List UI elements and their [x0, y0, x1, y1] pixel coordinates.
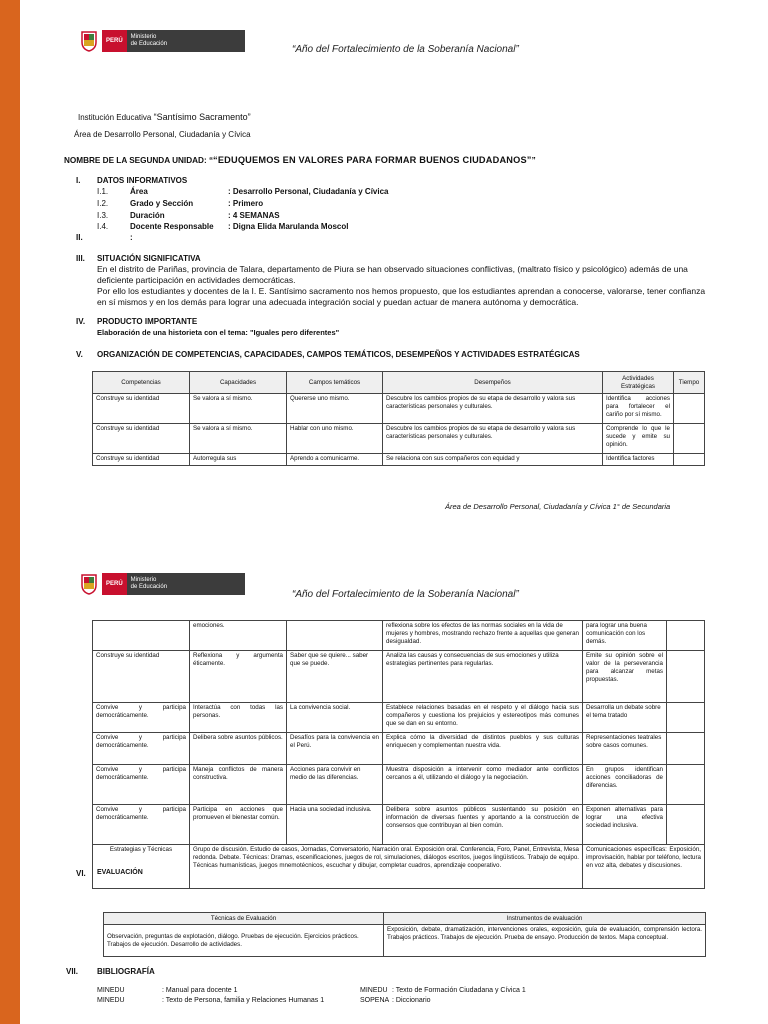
header-actividades: Actividades Estratégicas: [603, 372, 674, 394]
cell: [667, 733, 705, 765]
cell: Participa en acciones que promueven el bienestar común.: [190, 805, 287, 845]
header-desempenos: Desempeños: [383, 372, 603, 394]
cell: emociones.: [190, 621, 287, 651]
sec1-row-num: I.2.: [97, 199, 109, 208]
unit-title-tail: ”: [531, 156, 536, 165]
header-tiempo: Tiempo: [674, 372, 705, 394]
evaluation-techniques: Observación, preguntas de explotación, diálogo. Pruebas de ejecución. Ejercicios prácticos. Trabajos de ejecución. Desarrollo de actividades.: [104, 925, 384, 957]
cell: Comprende lo que le sucede y emite su opinión.: [603, 424, 674, 454]
table-row: [93, 621, 705, 651]
cell: Convive y participa democráticamente.: [93, 733, 190, 765]
sec6-num: VI.: [76, 869, 86, 878]
motto: “Año del Fortalecimiento de la Soberanía Nacional”: [292, 44, 519, 55]
cell: Delibera sobre asuntos públicos.: [190, 733, 287, 765]
cell: Explica cómo la diversidad de distintos pueblos y sus culturas enriquecen y complementan nuestra vida.: [383, 733, 583, 765]
cell: Desarrolla un debate sobre el tema tratado: [583, 703, 667, 733]
cell: Se relaciona con sus compañeros con equidad y: [383, 454, 603, 466]
cell: Interactúa con todas las personas.: [190, 703, 287, 733]
sec1-row-label: Grado y Sección: [130, 199, 194, 208]
cell: Se valora a sí mismo.: [190, 394, 287, 424]
header-capacidades: Capacidades: [190, 372, 287, 394]
cell: Delibera sobre asuntos públicos sustentando su posición en información de diversas fuentes y aportando a la construcción de consensos que contribuyan al bien común.: [383, 805, 583, 845]
logo-ministry-line1: Ministerio: [130, 577, 157, 583]
sec2-title: :: [130, 233, 133, 242]
cell: Construye su identidad: [93, 424, 190, 454]
cell: Identifica factores: [603, 454, 674, 466]
cell: [93, 621, 190, 651]
unit-title-label: NOMBRE DE LA SEGUNDA UNIDAD: “: [64, 156, 214, 165]
cell: Aprendo a comunicarme.: [287, 454, 383, 466]
bib-source: MINEDU: [97, 987, 125, 994]
sec1-row-num: I.1.: [97, 187, 109, 196]
bib-title: : Diccionario: [392, 997, 431, 1004]
table-row: [93, 805, 705, 845]
cell: Acciones para convivir en medio de las diferencias.: [287, 765, 383, 805]
bib-source: SOPENA: [360, 997, 390, 1004]
cell: Descubre los cambios propios de su etapa de desarrollo y valora sus características personales y culturales.: [383, 394, 603, 424]
cell: Descubre los cambios propios de su etapa de desarrollo y valora sus características personales y culturales.: [383, 424, 603, 454]
institution-name: “Santísimo Sacramento”: [153, 112, 251, 122]
logo-country: PERÚ: [102, 30, 127, 52]
table-row: [93, 703, 705, 733]
header-tecnicas: Técnicas de Evaluación: [104, 913, 384, 925]
cell: En grupos identifican acciones conciliadoras de diferencias.: [583, 765, 667, 805]
sec1-title: DATOS INFORMATIVOS: [97, 176, 188, 185]
coat-of-arms-icon: [80, 573, 98, 595]
cell: Desafíos para la convivencia en el Perú.: [287, 733, 383, 765]
sec1-row-value: : 4 SEMANAS: [228, 211, 280, 220]
coat-of-arms-icon: [80, 30, 98, 52]
cell: Identifica acciones para fortalecer el cariño por sí mismo.: [603, 394, 674, 424]
sec1-num: I.: [76, 176, 81, 185]
strategies-label: Estrategias y Técnicas: [93, 845, 190, 889]
header-campos: Campos temáticos: [287, 372, 383, 394]
institution-area: Área de Desarrollo Personal, Ciudadanía y Cívica: [74, 130, 251, 139]
sec4-title: PRODUCTO IMPORTANTE: [97, 317, 198, 326]
cell: [674, 424, 705, 454]
sec1-row-label: Duración: [130, 211, 165, 220]
unit-title-text: “EDUQUEMOS EN VALORES PARA FORMAR BUENOS CIUDADANOS”: [213, 155, 532, 165]
sec1-row-label: Área: [130, 187, 148, 196]
logo-ministry-line2: de Educación: [130, 584, 168, 590]
logo-ministry-line2: de Educación: [130, 41, 168, 47]
evaluation-instruments: Exposición, debate, dramatización, intervenciones orales, exposición, guía de evaluación, comprensión lectora. Trabajos prácticos. Trabajos de ejecución. Prueba de ensayo. Producción de textos. Mapa conceptual.: [384, 925, 706, 957]
strategies-row: [93, 845, 705, 889]
evaluation-table: [103, 912, 706, 957]
table-row: [93, 733, 705, 765]
cell: para lograr una buena comunicación con los demás.: [583, 621, 667, 651]
cell: Construye su identidad: [93, 651, 190, 703]
motto: “Año del Fortalecimiento de la Soberanía Nacional”: [292, 589, 519, 600]
header-instrumentos: Instrumentos de evaluación: [384, 913, 706, 925]
bib-source: MINEDU: [97, 997, 125, 1004]
cell: reflexiona sobre los efectos de las normas sociales en la vida de mujeres y hombres, mostrando rechazo frente a aquellas que generan desigualdad.: [383, 621, 583, 651]
sec3-num: III.: [76, 254, 85, 263]
ministry-logo: [80, 30, 245, 52]
logo-ministry: [127, 30, 245, 52]
table-row: [93, 424, 705, 454]
bib-source: MINEDU: [360, 987, 388, 994]
ministry-logo: [80, 573, 245, 595]
cell: Convive y participa democráticamente.: [93, 805, 190, 845]
cell: Convive y participa democráticamente.: [93, 765, 190, 805]
page-footer: Área de Desarrollo Personal, Ciudadanía y Cívica 1° de Secundaria: [445, 502, 671, 511]
left-accent-bar: [0, 0, 20, 1024]
table-row: [93, 765, 705, 805]
competencies-table-continued: [92, 620, 705, 889]
sec3-paragraph-2: Por ello los estudiantes y docentes de la I. E. Santísimo sacramento nos hemos propuesto, que los estudiantes aprendan a conocerse, valorarse, tener confianza en sí mismos y en los demás para lograr una adecuada integración social y puedan actuar de manera autónoma y democrática.: [97, 286, 706, 307]
logo-country: PERÚ: [102, 573, 127, 595]
sec1-row-value: : Digna Elida Marulanda Moscol: [228, 222, 349, 231]
cell: Hacia una sociedad inclusiva.: [287, 805, 383, 845]
sec7-num: VII.: [66, 967, 79, 976]
cell: [674, 394, 705, 424]
institution-label: Institución Educativa: [78, 113, 152, 122]
sec1-row-value: : Desarrollo Personal, Ciudadanía y Cívica: [228, 187, 389, 196]
cell: Exponen alternativas para lograr una efectiva sociedad inclusiva.: [583, 805, 667, 845]
cell: Construye su identidad: [93, 454, 190, 466]
sec1-row-label: Docente Responsable: [130, 222, 214, 231]
sec1-row-value: : Primero: [228, 199, 264, 208]
unit-title: [64, 155, 536, 165]
cell: Construye su identidad: [93, 394, 190, 424]
bib-title: : Manual para docente 1: [162, 987, 238, 994]
table-row: [93, 394, 705, 424]
sec1-row-num: I.3.: [97, 211, 109, 220]
sec5-num: V.: [76, 350, 83, 359]
cell: Quererse uno mismo.: [287, 394, 383, 424]
cell: Maneja conflictos de manera constructiva.: [190, 765, 287, 805]
cell: Emite su opinión sobre el valor de la perseverancia para alcanzar metas propuestas.: [583, 651, 667, 703]
cell: [667, 703, 705, 733]
sec5-title: ORGANIZACIÓN DE COMPETENCIAS, CAPACIDADES, CAMPOS TEMÁTICOS, DESEMPEÑOS Y ACTIVIDADES ESTRATÉGICAS: [97, 350, 580, 359]
strategies-text: Grupo de discusión. Estudio de casos, Jornadas, Conversatorio, Narración oral. Exposición oral. Conferencia, Foro, Panel, Entrevista, Mesa redonda. Debate. Técnicas: Dramas, escenificaciones, juegos de rol, simulaciones, diálogos escritos, juegos lingüísticos. Trabajo de equipo. Técnicas humanísticas, juegos mnemotécnicos, escuchar y dibujar, completar cuadros, aprendizaje cooperativo.: [190, 845, 583, 889]
sec4-text: Elaboración de una historieta con el tema: "Iguales pero diferentes": [97, 328, 340, 337]
cell: Establece relaciones basadas en el respeto y el diálogo hacia sus compañeros y cuestiona los prejuicios y estereotipos más comunes que se dan en su entorno.: [383, 703, 583, 733]
sec3-paragraph-1: En el distrito de Pariñas, provincia de Talara, departamento de Piura se han observado situaciones conflictivas, (maltrato físico y psicológico) además de una deficiente participación en actividades democráticas.: [97, 264, 688, 285]
cell: Hablar con uno mismo.: [287, 424, 383, 454]
cell: Autorregula sus: [190, 454, 287, 466]
cell: [667, 765, 705, 805]
sec6-title: EVALUACIÓN: [97, 869, 143, 876]
cell: Reflexiona y argumenta éticamente.: [190, 651, 287, 703]
sec7-title: BIBLIOGRAFÍA: [97, 967, 155, 976]
cell: [287, 621, 383, 651]
cell: Representaciones teatrales sobre casos comunes.: [583, 733, 667, 765]
logo-ministry-line1: Ministerio: [130, 34, 157, 40]
sec2-num: II.: [76, 233, 83, 242]
competencies-table: [92, 371, 705, 466]
institution-line: [78, 112, 251, 122]
bib-title: : Texto de Persona, familia y Relaciones Humanas 1: [162, 997, 325, 1004]
sec3-title: SITUACIÓN SIGNIFICATIVA: [97, 254, 201, 263]
cell: [674, 454, 705, 466]
header-competencias: Competencias: [93, 372, 190, 394]
table-row: [93, 454, 705, 466]
cell: La convivencia social.: [287, 703, 383, 733]
sec1-row-num: I.4.: [97, 222, 109, 231]
strategies-right: Comunicaciones específicas: Exposición, improvisación, hablar por teléfono, lectura en voz alta, debates y discusiones.: [583, 845, 705, 889]
table-row: [93, 651, 705, 703]
bib-title: : Texto de Formación Ciudadana y Cívica 1: [392, 987, 526, 994]
cell: [667, 651, 705, 703]
cell: [667, 621, 705, 651]
cell: [667, 805, 705, 845]
cell: Analiza las causas y consecuencias de sus emociones y utiliza estrategias pertinentes para regularlas.: [383, 651, 583, 703]
logo-ministry: [127, 573, 245, 595]
cell: Saber que se quiere... saber que se puede.: [287, 651, 383, 703]
table-row: [104, 925, 706, 957]
cell: Convive y participa democráticamente.: [93, 703, 190, 733]
cell: Se valora a sí mismo.: [190, 424, 287, 454]
cell: Muestra disposición a intervenir como mediador ante conflictos cercanos a él, utilizando el diálogo y la negociación.: [383, 765, 583, 805]
sec4-num: IV.: [76, 317, 86, 326]
